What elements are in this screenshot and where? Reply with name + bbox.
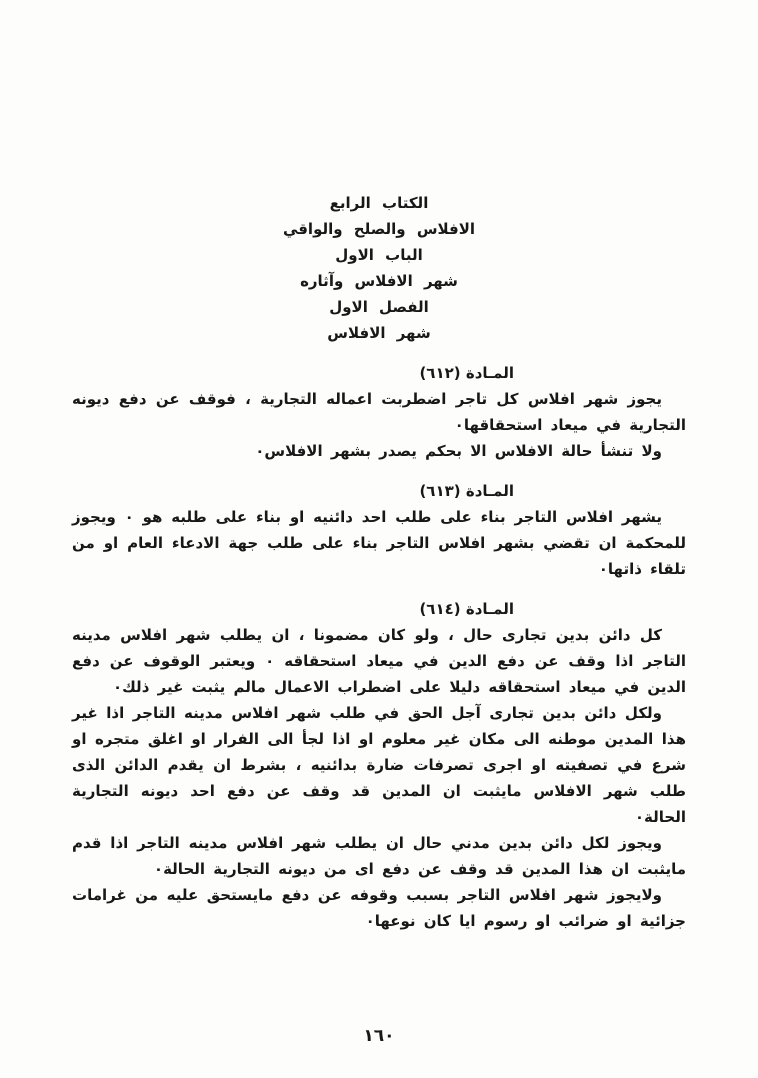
article-613 (72, 478, 686, 582)
article-613-title: المـادة (٦١٣) (419, 482, 514, 500)
part-title: الباب الاول (335, 246, 423, 264)
article-612-paragraph-2: ولا تنشأ حالة الافلاس الا بحكم يصدر بشهر الافلاس٠ (255, 442, 662, 460)
article-612-title: المـادة (٦١٢) (419, 364, 514, 382)
article-614-paragraph-2: ولكل دائن بدين تجارى آجل الحق في طلب شهر افلاس مدينه التاجر اذا غير هذا المدين موطنه الى مكان غير معلوم او اذا لجأ الى الفرار او اغلق متجره او شرع في تصفيته او اجرى تصرفات ضارة بدائنيه ، بشرط ان يقدم الدائن الذى طلب شهر الافلاس مايثبت ان المدين قد وقف عن دفع احد ديونه التجارية الحالة٠ (72, 704, 686, 826)
article-614-paragraph-4: ولايجوز شهر افلاس التاجر بسبب وقوفه عن دفع مايستحق عليه من غرامات جزائية او ضرائب او رسوم ايا كان نوعها٠ (72, 886, 686, 930)
article-614-title: المـادة (٦١٤) (419, 600, 514, 618)
article-613-paragraph-1: يشهر افلاس التاجر بناء على طلب احد دائنيه او بناء على طلبه هو ٠ ويجوز للمحكمة ان تقضي بشهر افلاس التاجر بناء على طلب جهة الادعاء العام او من تلقاء ذاتها٠ (72, 508, 686, 578)
article-614 (72, 596, 686, 934)
book-title: الكتاب الرابع (329, 194, 429, 212)
chapter-subject: شهر الافلاس (327, 324, 431, 342)
part-subject: شهر الافلاس وآثاره (300, 272, 458, 290)
article-612 (72, 360, 686, 464)
book-subject: الافلاس والصلح والواقي (282, 220, 476, 238)
chapter-title: الفصل الاول (329, 298, 429, 316)
page-number: ١٦٠ (363, 1026, 395, 1046)
article-612-paragraph-1: يجوز شهر افلاس كل تاجر اضطربت اعماله التجارية ، فوقف عن دفع ديونه التجارية في ميعاد استحقاقها٠ (72, 390, 686, 434)
article-614-paragraph-1: كل دائن بدين تجارى حال ، ولو كان مضمونا ، ان يطلب شهر افلاس مدينه التاجر اذا وقف عن دفع الدين في ميعاد استحقاقه ٠ ويعتبر الوقوف عن دفع الدين في ميعاد استحقاقه دليلا على اضطراب الاعمال مالم يثبت غير ذلك٠ (72, 626, 686, 696)
document-header (0, 0, 758, 346)
article-614-paragraph-3: ويجوز لكل دائن بدين مدني حال ان يطلب شهر افلاس مدينه التاجر اذا قدم مايثبت ان هذا المدين قد وقف عن دفع اى من ديونه التجارية الحالة٠ (72, 834, 686, 878)
